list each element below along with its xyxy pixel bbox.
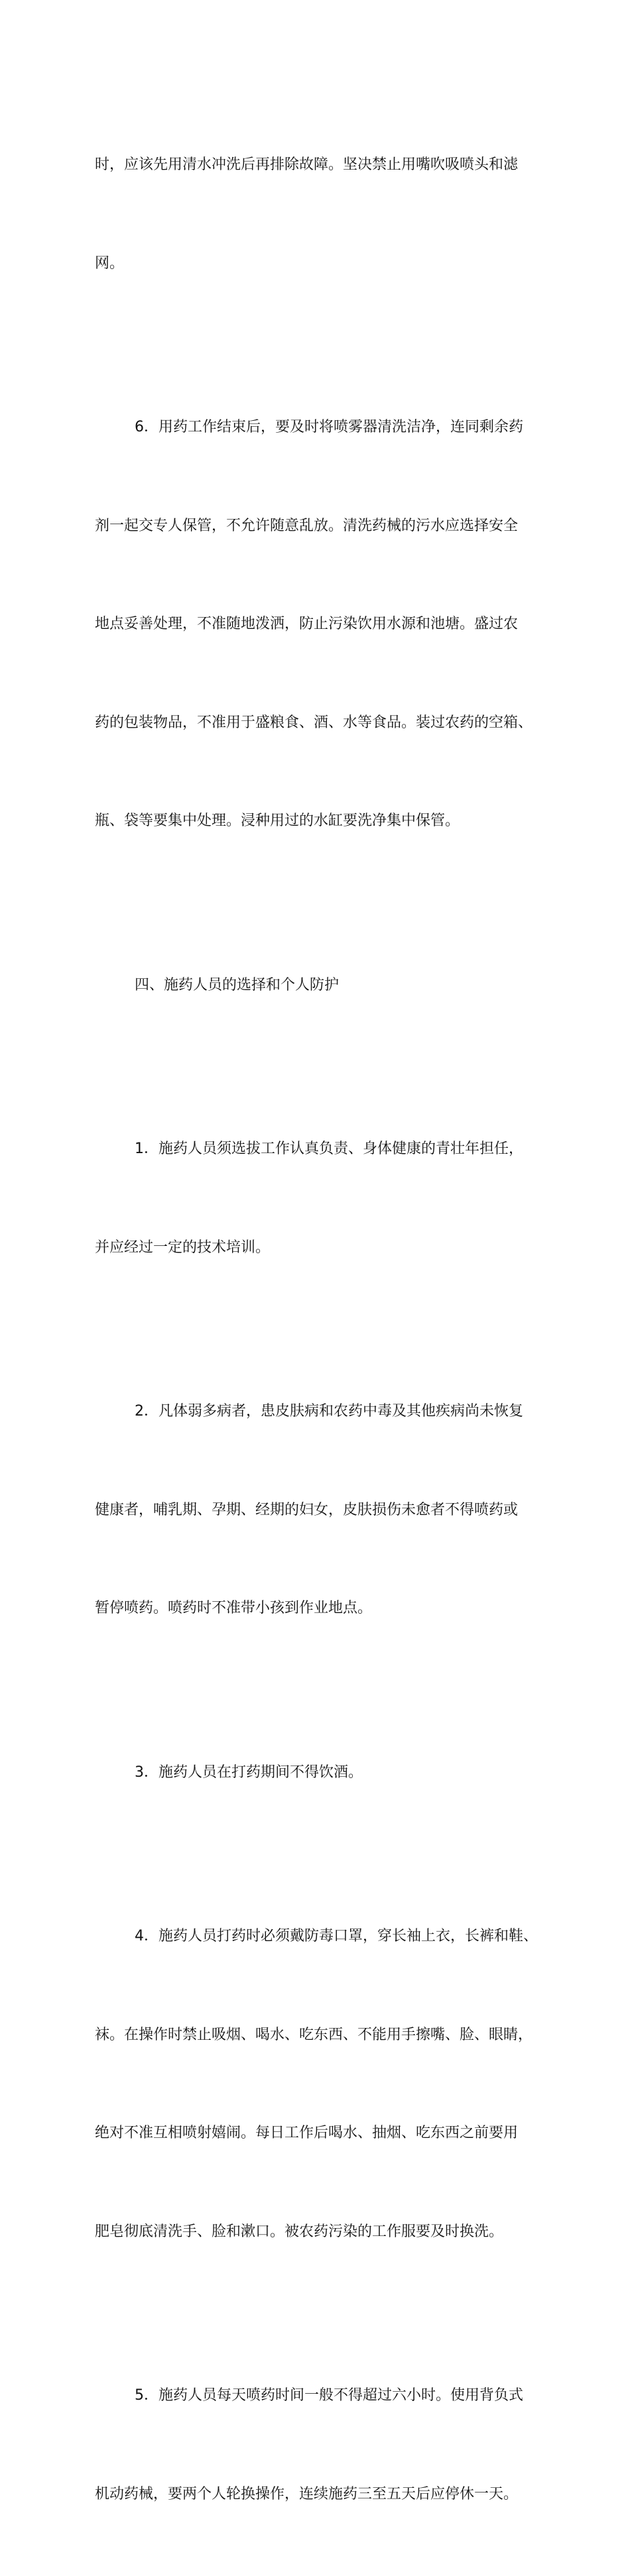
text-line: 袜。在操作时禁止吸烟、喝水、吃东西、不能用手擦嘴、脸、眼睛， <box>95 2026 533 2043</box>
text-line: 地点妥善处理，不准随地泼洒，防止污染饮用水源和池塘。盛过农 <box>95 616 519 632</box>
text-line: 健康者，哺乳期、孕期、经期的妇女，皮肤损伤未愈者不得喷药或 <box>95 1501 519 1518</box>
text-line: 3．施药人员在打药期间不得饮酒。 <box>135 1764 363 1781</box>
paragraph-item-5 <box>95 2314 546 2576</box>
section-heading-text: 四、施药人员的选择和个人防护 <box>135 976 340 993</box>
text-line: 6．用药工作结束后，要及时将喷雾器清洗洁净，连同剩余药 <box>135 419 523 435</box>
text-line: 4．施药人员打药时必须戴防毒口罩，穿长袖上衣，长裤和鞋、 <box>135 1928 538 1944</box>
text-line: 瓶、袋等要集中处理。浸种用过的水缸要洗净集中保管。 <box>95 812 460 829</box>
text-line: 暂停喷药。喷药时不准带小孩到作业地点。 <box>95 1600 373 1616</box>
paragraph-fault-clearing <box>95 83 546 345</box>
text-line: 绝对不准互相喷射嬉闹。每日工作后喝水、抽烟、吃东西之前要用 <box>95 2125 519 2141</box>
text-line: 5．施药人员每天喷药时间一般不得超过六小时。使用背负式 <box>135 2387 523 2404</box>
paragraph-item-6 <box>95 345 546 903</box>
text-line: 时，应该先用清水冲洗后再排除故障。坚决禁止用嘴吹吸喷头和滤 <box>95 156 519 173</box>
text-line: 1．施药人员须选拔工作认真负责、身体健康的青壮年担任， <box>135 1141 523 1157</box>
text-line: 药的包装物品，不准用于盛粮食、酒、水等食品。装过农药的空箱、 <box>95 714 533 731</box>
document-body <box>95 83 546 2576</box>
text-line: 机动药械，要两个人轮换操作，连续施药三至五天后应停休一天。 <box>95 2485 519 2502</box>
text-line: 剂一起交专人保管，不允许随意乱放。清洗药械的污水应选择安全 <box>95 517 519 534</box>
text-line: 并应经过一定的技术培训。 <box>95 1239 271 1256</box>
text-line: 肥皂彻底清洗手、脸和漱口。被农药污染的工作服要及时换洗。 <box>95 2223 504 2240</box>
paragraph-item-3 <box>95 1691 546 1855</box>
text-line: 网。 <box>95 254 125 272</box>
paragraph-item-1 <box>95 1067 546 1329</box>
section-heading <box>95 903 546 1068</box>
paragraph-item-4 <box>95 1854 546 2314</box>
paragraph-item-2 <box>95 1329 546 1691</box>
text-line: 2．凡体弱多病者，患皮肤病和农药中毒及其他疾病尚未恢复 <box>135 1403 523 1420</box>
